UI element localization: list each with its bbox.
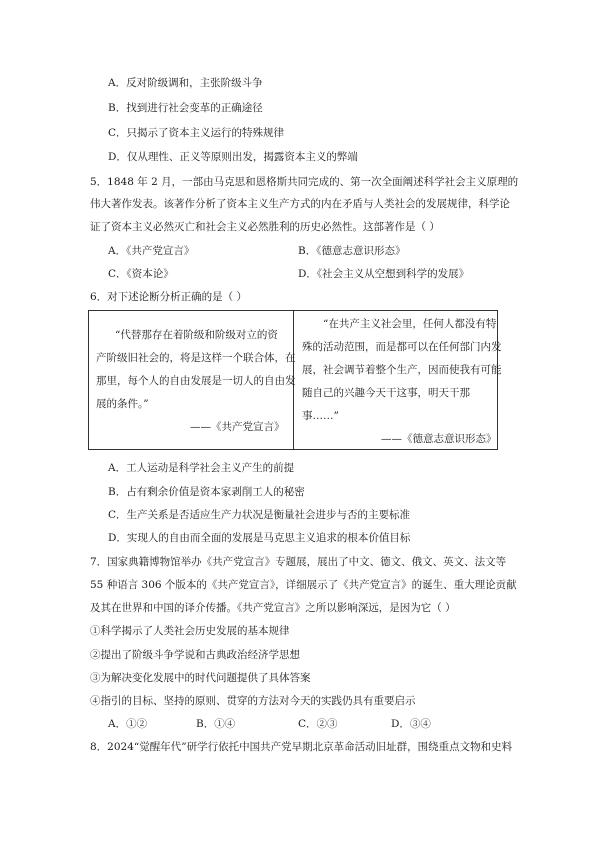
q5-option-c: C．《资本论》 — [108, 268, 174, 280]
q7-item-3: ③为解决变化发展中的时代问题提供了具体答案 — [90, 672, 311, 684]
q5-stem-line-3: 证了资本主义必然灭亡和社会主义必然胜利的历史必然性。这部著作是（ ） — [90, 221, 440, 233]
q6-option-c: C．生产关系是否适应生产力状况是衡量社会进步与否的主要标准 — [108, 509, 411, 521]
q5-option-b: B．《德意志意识形态》 — [298, 245, 406, 257]
left-quote-line-1: “代替那存在着阶级和阶级对立的资 — [115, 329, 278, 341]
q7-option-b: B．①④ — [196, 718, 236, 730]
q5-stem-line-1: 5．1848 年 2 月，一部由马克思和恩格斯共同完成的、第一次全面阐述科学社会主义原理的 — [90, 176, 519, 188]
q7-option-a: A．①② — [108, 718, 148, 730]
q6-option-b: B．占有剩余价值是资本家剥削工人的秘密 — [108, 486, 305, 498]
q6-option-d: D．实现人的自由而全面的发展是马克思主义追求的根本价值目标 — [108, 532, 411, 544]
q4-option-b: B．找到进行社会变革的正确途径 — [108, 102, 263, 114]
q4-option-c: C．只揭示了资本主义运行的特殊规律 — [108, 127, 285, 139]
q7-item-4: ④指引的目标、坚持的原则、贯穿的方法对今天的实践仍具有重要启示 — [90, 695, 416, 707]
q6-option-a: A．工人运动是科学社会主义产生的前提 — [108, 462, 295, 474]
left-quote-line-2: 产阶级旧社会的，将是这样一个联合体，在 — [96, 352, 296, 364]
q6-stem: 6．对下述论断分析正确的是（ ） — [90, 291, 248, 303]
q5-stem-line-2: 伟大著作发表。该著作分析了资本主义生产方式的内在矛盾与人类社会的发展规律，科学论 — [90, 198, 510, 210]
right-quote-source: ——《德意志意识形态》 — [381, 433, 497, 445]
q7-item-1: ①科学揭示了人类社会历史发展的基本规律 — [90, 625, 290, 637]
q7-stem-line-1: 7．国家典籍博物馆举办《共产党宣言》专题展，展出了中文、德文、俄文、英文、法文等 — [90, 556, 507, 568]
q7-item-2: ②提出了阶级斗争学说和古典政治经济学思想 — [90, 649, 300, 661]
right-quote-line-3: 展，社会调节着整个生产，因而使我有可能 — [302, 364, 502, 376]
right-quote-line-2: 殊的活动范围，而是都可以在任何部门内发 — [302, 341, 502, 353]
q7-option-d: D．③④ — [391, 718, 431, 730]
left-quote-line-3: 那里，每个人的自由发展是一切人的自由发 — [96, 375, 296, 387]
q6-quote-table — [88, 310, 502, 450]
q7-option-c: C．②③ — [298, 718, 338, 730]
right-quote-line-5: 事……” — [302, 410, 339, 422]
q4-option-a: A．反对阶级调和，主张阶级斗争 — [108, 77, 263, 89]
q7-stem-line-3: 及其在世界和中国的译介传播。《共产党宣言》之所以影响深远，是因为它（ ） — [90, 602, 456, 614]
left-quote-source: ——《共产党宣言》 — [190, 421, 285, 433]
q5-option-a: A．《共产党宣言》 — [108, 245, 195, 257]
right-quote-line-4: 随自己的兴趣今天干这事，明天干那 — [302, 387, 470, 399]
q4-option-d: D．仅从理性、正义等原则出发，揭露资本主义的弊端 — [108, 151, 358, 163]
right-quote-line-1: “在共产主义社会里，任何人都没有特 — [323, 318, 497, 330]
q7-stem-line-2: 55 种语言 306 个版本的《共产党宣言》，详细展示了《共产党宣言》的诞生、重大理论贡献 — [90, 579, 517, 591]
q8-stem-line-1: 8．2024“觉醒年代”研学行依托中国共产党早期北京革命活动旧址群，围绕重点文物和史料 — [90, 741, 513, 753]
left-quote-line-4: 展的条件。” — [96, 398, 149, 410]
q5-option-d: D．《社会主义从空想到科学的发展》 — [298, 268, 470, 280]
